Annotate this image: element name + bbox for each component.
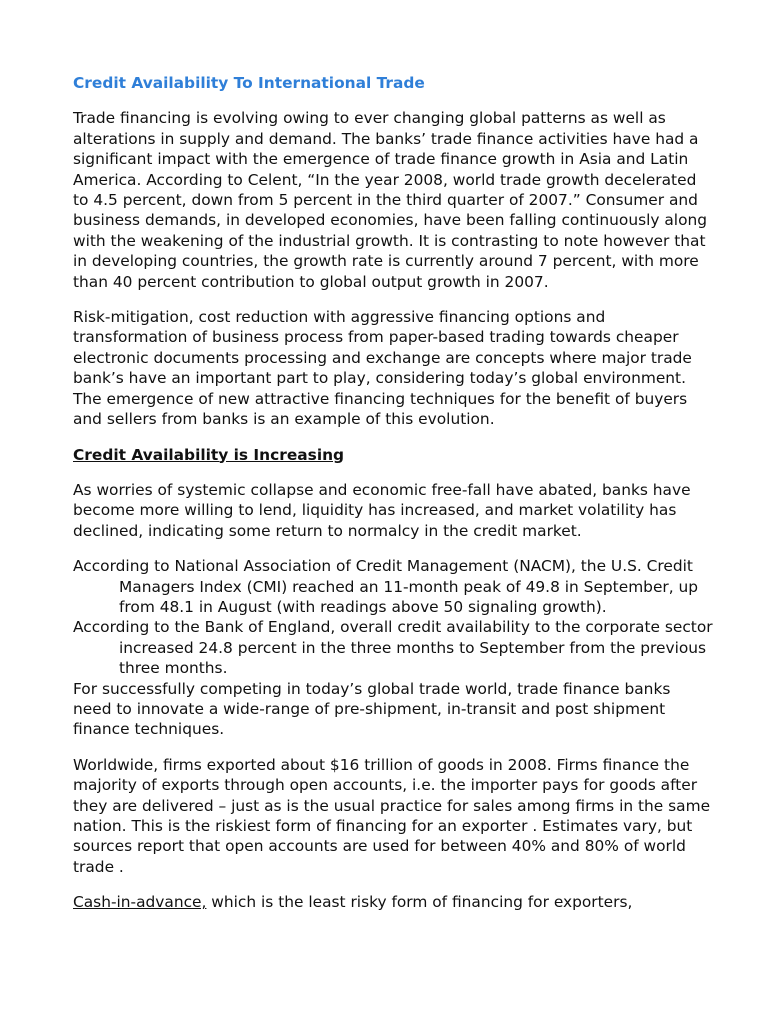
paragraph-worldwide-exports: Worldwide, firms exported about $16 trillion of goods in 2008. Firms finance the majority of exports through open accounts, i.e. the importer pays for goods after they are delivered – just as is the usual practice for sales among firms in the same nation. This is the riskiest form of financing for an exporter . Estimates vary, but sources report that open accounts are used for between 40% and 80% of world trade . [73, 755, 711, 876]
list-item-nacm: According to National Association of Credit Management (NACM), the U.S. Credit Managers Index (CMI) reached an 11-month peak of 49.8 in September, up from 48.1 in August (with readings above 50 signaling growth). [73, 557, 699, 616]
cash-in-advance-text: which is the least risky form of financing for exporters, [206, 893, 633, 912]
paragraph-risk-mitigation: Risk-mitigation, cost reduction with aggressive financing options and transformation of business process from paper-based trading towards cheaper electronic documents processing and exchange are concepts where major trade bank’s have an important part to play, considering today’s global environment. The emergence of new attractive financing techniques for the benefit of buyers and sellers from banks is an example of this evolution. [73, 308, 692, 429]
paragraph-competing: For successfully competing in today’s global trade world, trade finance banks need to innovate a wide-range of pre-shipment, in-transit and post shipment finance techniques. [73, 679, 671, 739]
document-page [73, 73, 713, 928]
document-title: Credit Availability To International Trade [73, 74, 425, 92]
paragraph-cash-in-advance [73, 892, 713, 912]
list-item-bank-of-england: According to the Bank of England, overall credit availability to the corporate sector increased 24.8 percent in the three months to September from the previous three months. [73, 618, 713, 678]
paragraph-trade-financing: Trade financing is evolving owing to ever changing global patterns as well as alterations in supply and demand. The banks’ trade finance activities have had a significant impact with the emergence of trade finance growth in Asia and Latin America. According to Celent, “In the year 2008, world trade growth decelerated to 4.5 percent, down from 5 percent in the third quarter of 2007.” Consumer and business demands, in developed economies, have been falling continuously along with the weakening of the industrial growth. It is contrasting to note however that in developing countries, the growth rate is currently around 7 percent, with more than 40 percent contribution to global output growth in 2007. [73, 109, 708, 291]
cash-in-advance-link[interactable]: Cash-in-advance, [73, 893, 207, 912]
paragraph-systemic-collapse: As worries of systemic collapse and economic free-fall have abated, banks have become more willing to lend, liquidity has increased, and market volatility has declined, indicating some return to normalcy in the credit market. [73, 480, 691, 540]
section-heading-credit-increasing: Credit Availability is Increasing [73, 445, 345, 464]
